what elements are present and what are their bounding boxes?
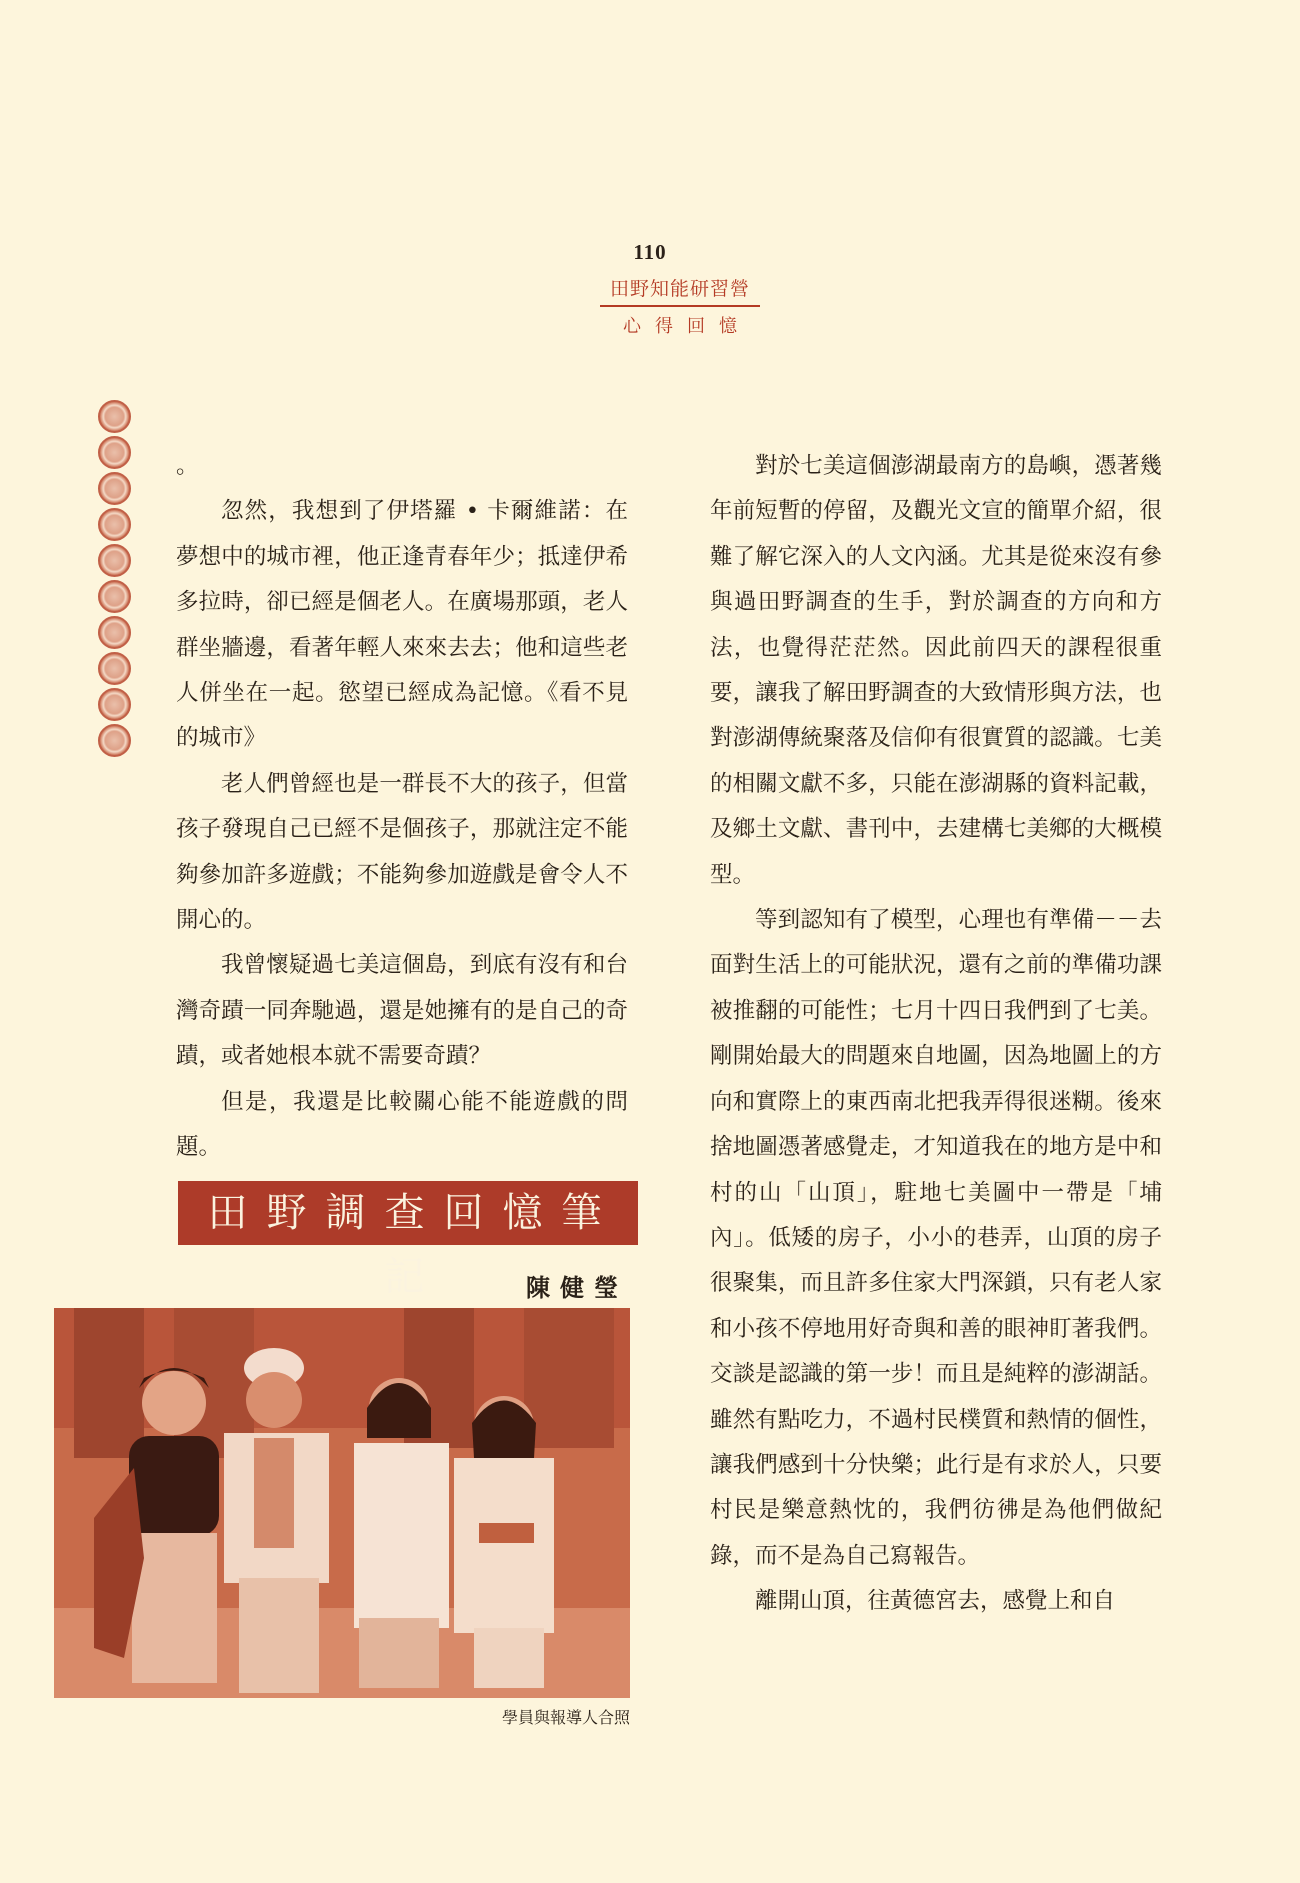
continued-text: 。 (176, 453, 199, 479)
paragraph: 我曾懷疑過七美這個島，到底有沒有和台灣奇蹟一同奔馳過，還是她擁有的是自己的奇蹟，或者她根本就不需要奇蹟？ (176, 952, 628, 1070)
seal-icon (98, 436, 131, 469)
header-title: 田野知能研習營 (609, 278, 750, 300)
seal-icon (98, 616, 131, 649)
seal-icon (98, 400, 131, 433)
left-text-column (176, 444, 628, 1170)
article-title: 田野調查回憶筆記 (178, 1181, 638, 1245)
paragraph: 老人們曾經也是一群長不大的孩子，但當孩子發現自己已經不是個孩子，那就注定不能夠參加許多遊戲；不能夠參加遊戲是會令人不開心的。 (176, 770, 628, 934)
running-header (600, 274, 760, 338)
seal-icon (98, 508, 131, 541)
seal-icon (98, 724, 131, 757)
seal-icon (98, 580, 131, 613)
header-divider (600, 305, 760, 307)
seal-icon (98, 472, 131, 505)
group-photo (54, 1308, 630, 1698)
seal-icon (98, 688, 131, 721)
paragraph: 離開山頂，往黃德宮去，感覺上和自 (755, 1588, 1116, 1615)
header-subtitle: 心得回憶 (623, 316, 751, 337)
photo-illustration (54, 1308, 630, 1698)
author-name: 陳健瑩 (526, 1274, 628, 1302)
paragraph: 對於七美這個澎湖最南方的島嶼，憑著幾年前短暫的停留，及觀光文宣的簡單介紹，很難了解它深入的人文內涵。尤其是從來沒有參與過田野調查的生手，對於調查的方向和方法，也覺得茫茫然。因此前四天的課程很重要，讓我了解田野調查的大致情形與方法，也對澎湖傳統聚落及信仰有很實質的認識。七美的相關文獻不多，只能在澎湖縣的資料記載，及鄉土文獻、書刊中，去建構七美鄉的大概模型。 (710, 453, 1162, 888)
right-text-column (710, 444, 1162, 1625)
photo-caption: 學員與報導人合照 (501, 1708, 630, 1727)
page-number: 110 (633, 240, 667, 264)
paragraph: 忽然，我想到了伊塔羅 • 卡爾維諾：在夢想中的城市裡，他正逢青春年少；抵達伊希多拉時，卻已經是個老人。在廣場那頭，老人群坐牆邊，看著年輕人來來去去；他和這些老人併坐在一起。慾望已經成為記憶。《看不見的城市》 (176, 498, 628, 752)
paragraph: 等到認知有了模型，心理也有準備－－去面對生活上的可能狀況，還有之前的準備功課被推翻的可能性；七月十四日我們到了七美。剛開始最大的問題來自地圖，因為地圖上的方向和實際上的東西南北把我弄得很迷糊。後來捨地圖憑著感覺走，才知道我在的地方是中和村的山「山頂」，駐地七美圖中一帶是「埔內」。低矮的房子，小小的巷弄，山頂的房子很聚集，而且許多住家大門深鎖，只有老人家和小孩不停地用好奇與和善的眼神盯著我們。交談是認識的第一步！而且是純粹的澎湖話。雖然有點吃力，不過村民樸質和熱情的個性，讓我們感到十分快樂；此行是有求於人，只要村民是樂意熱忱的，我們彷彿是為他們做紀錄，而不是為自己寫報告。 (710, 907, 1162, 1569)
seal-icon (98, 544, 131, 577)
paragraph: 但是，我還是比較關心能不能遊戲的問題。 (176, 1088, 628, 1161)
decorative-seal-column (98, 400, 138, 760)
seal-icon (98, 652, 131, 685)
